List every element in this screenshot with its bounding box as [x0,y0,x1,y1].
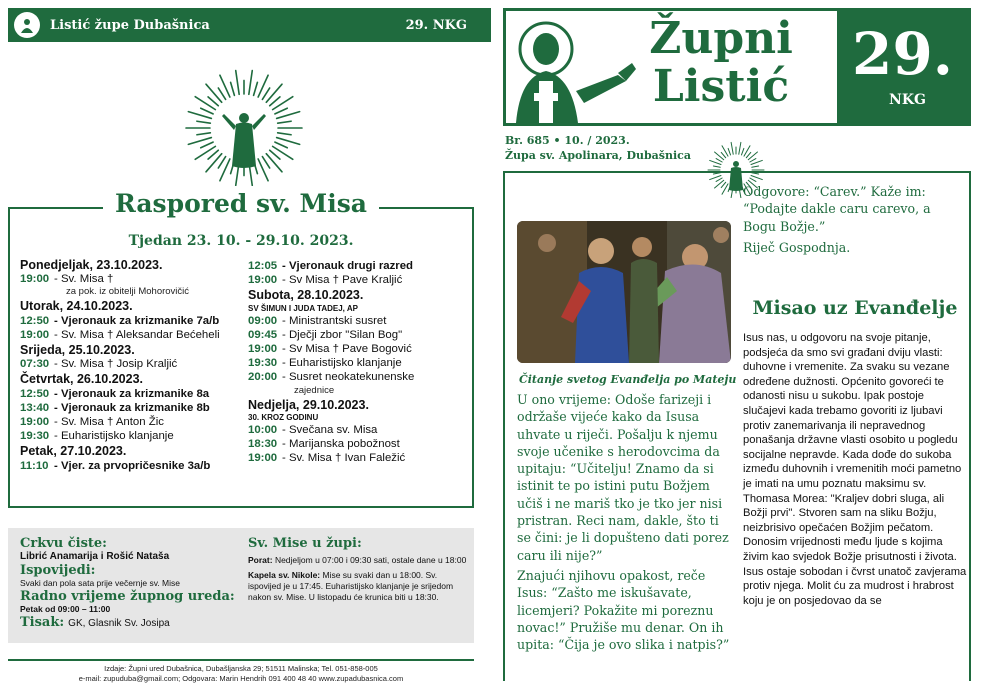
schedule-time: 19:30 [248,357,278,370]
schedule-time: 13:40 [20,401,50,414]
schedule-row [20,272,248,286]
schedule-time: 12:50 [20,387,50,400]
office-hours-heading: Radno vrijeme župnog ureda: [20,589,235,604]
schedule-time: 12:05 [248,260,278,272]
christ-and-pharisees-painting [517,221,731,363]
schedule-event: - Sv. Misa † Aleksandar Bećeheli [54,328,220,341]
left-header-title: Listić župe Dubašnica [50,17,210,33]
schedule-event: - Sv. Misa † Josip Kraljić [54,358,178,371]
schedule-day: Četvrtak, 26.10.2023. [20,372,144,387]
left-page-header [8,8,491,42]
left-header-issue: 29. NKG [405,17,467,33]
schedule-row [20,387,248,401]
schedule-time: 19:00 [248,274,278,287]
schedule-row [248,314,470,328]
gospel-ending: Riječ Gospodnja. [743,239,851,255]
schedule-event: - Sv. Misa † Ivan Faležić [282,452,406,465]
schedule-event: - Sv. Misa † [54,273,114,286]
footer-line-1: Izdaje: Župni ured Dubašnica, Dubašljanska 29; 51511 Malinska; Tel. 051-858-005 [104,664,378,673]
schedule-event: - Sv Misa † Pave Bogović [282,343,412,356]
schedule-time: 19:30 [20,430,50,443]
schedule-event: - Vjeronauk drugi razred [282,260,414,272]
issue-meta-line-2: Župa sv. Apolinara, Dubašnica [505,149,691,162]
schedule-row [248,259,470,273]
brand-line-1: Župni [649,13,793,64]
schedule-row [248,370,470,384]
mass-schedule-box [8,189,474,508]
schedule-event: - Euharistijsko klanjanje [282,357,402,370]
schedule-day: Srijeda, 25.10.2023. [20,343,135,358]
schedule-time: 18:30 [248,438,278,451]
schedule-row [248,437,470,451]
schedule-event: - Vjeronauk za krizmanike 8b [54,401,210,414]
press-heading: Tisak: [20,615,65,630]
schedule-row [20,401,248,415]
right-page-masthead [503,8,971,126]
schedule-event: - Susret neokatekunenske [282,371,415,384]
masses-heading: Sv. Mise u župi: [248,536,362,551]
reflection-text: Isus nas, u odgovoru na svoje pitanje, podsjeća da smo svi građani dviju vlasti: duhovne i vremenite. Za svaku su vezane određene dužnosti. Općenito govoreći te odanosti nisu u sukobu. Ipak postoje slučajevi kada trebamo govoriti iz ljubavi protiv zanemarivanja ili nepravednog ponašanja državne vlasti osobito u pogledu socijalne nepravde. Kada dođe do sukoba između duhovnih i vremenitih moći pametno je imati na umu poznatu maksimu sv. Thomasa Morea: "Kraljev dobri sluga, ali Božji prvi". Stvoren sam na sliku Božju, neizbrisivo opečaćen Božjim pečatom. Donosim vrijednosti među ljude s kojima živim kao svjedok Božje prisutnosti i života. Isus ostaje sobodan i čvrst unatoč zavjerama protiv njega. Molit ću za mudrost i hrabrost koju je on posjedovao da se [743,332,967,607]
schedule-event: - Vjeronauk za krizmanike 7a/b [54,314,220,327]
footer-divider [8,659,474,661]
schedule-day: Subota, 28.10.2023. [248,288,364,303]
gospel-text [517,391,735,656]
schedule-row [248,451,470,465]
office-hours-text: Petak od 09:00 – 11:00 [20,604,111,614]
schedule-event: - Sv. Misa † Anton Žic [54,416,164,429]
issue-meta-line-1: Br. 685 • 10. / 2023. [505,134,630,147]
schedule-week: Tjedan 23. 10. - 29.10. 2023. [128,233,354,249]
schedule-column-1 [20,257,248,473]
gospel-box [503,171,971,681]
schedule-event: - Dječji zbor "Silan Bog" [282,328,403,341]
issue-meta [505,133,691,163]
schedule-time: 19:00 [20,416,50,429]
left-page-footer [8,664,474,684]
parish-logo-icon [14,12,40,38]
nikola-chapel-info: Kapela sv. Nikole: Mise su svaki dan u 18:00. Sv. ispovijed je u 17:45. Euharistijsko klanjanje je srijedom nakon sv. Mise. U listopadu će krunica biti u 18:30. [248,570,454,602]
schedule-event: - Marijanska pobožnost [282,438,400,451]
schedule-row [248,328,470,342]
reflection-title: Misao uz Evanđelje [752,297,958,319]
confession-heading: Ispovijedi: [20,563,96,578]
schedule-time: 20:00 [248,371,278,384]
schedule-time: 09:00 [248,314,278,327]
schedule-time: 09:45 [248,328,278,341]
cleaning-heading: Crkvu čiste: [20,536,107,551]
schedule-time: 19:00 [248,343,278,356]
confession-text: Svaki dan pola sata prije večernje sv. Mise [20,578,181,588]
schedule-row [20,459,248,473]
brand-line-2: Listić [652,61,790,112]
schedule-event: - Svečana sv. Misa [282,423,378,436]
gospel-continuation [743,183,967,256]
schedule-time: 19:00 [20,328,50,341]
schedule-row [20,328,248,342]
schedule-row [20,357,248,371]
schedule-event: - Euharistijsko klanjanje [54,430,174,443]
parish-info-box [8,528,474,643]
schedule-time: 11:10 [20,459,49,472]
schedule-title: Raspored sv. Misa [103,189,379,218]
issue-badge [837,11,968,123]
issue-number: 29. [852,20,953,88]
schedule-row [248,273,470,287]
schedule-feast: SV ŠIMUN I JUDA TADEJ, AP [248,303,358,313]
cleaning-text: Librić Anamarija i Rošić Nataša [20,551,170,562]
schedule-row [248,423,470,437]
risen-christ-sunburst-icon [170,66,318,186]
schedule-time: 12:50 [20,314,50,327]
schedule-time: 07:30 [20,358,50,371]
schedule-day: Utorak, 24.10.2023. [20,299,133,314]
schedule-event: - Ministrantski susret [282,314,387,327]
schedule-row [20,415,248,429]
press-text: GK, Glasnik Sv. Josipa [68,618,170,629]
gospel-caption: Čitanje svetog Evanđelja po Mateju [519,373,737,386]
schedule-event: - Sv Misa † Pave Kraljić [282,274,403,287]
schedule-column-2 [248,259,470,465]
schedule-time: 19:00 [248,452,278,465]
schedule-event-detail: zajednice [294,384,335,396]
gospel-paragraph-2: Znajući njihovu opakost, reče Isus: “Zašto me iskušavate, licemjeri? Pokažite mi poreznu novac!” Pružiše mu denar. On ih upita: “Čija je ovo slika i natpis?” [517,567,730,653]
schedule-event: - Vjer. za prvopričesnike 3a/b [54,459,211,472]
gospel-paragraph-3: Odgovore: “Carev.” Kaže im: “Podajte dakle caru carevo, a Bogu Božje.” [743,184,931,234]
schedule-event-detail: za pok. iz obitelji Mohorovičić [66,286,190,298]
schedule-day: Petak, 27.10.2023. [20,444,127,459]
masthead-brand [606,15,836,111]
schedule-event: - Vjeronauk za krizmanike 8a [54,387,210,400]
schedule-feast: 30. KROZ GODINU [248,412,319,422]
schedule-time: 19:00 [20,273,50,286]
schedule-row [248,356,470,370]
schedule-day: Nedjelja, 29.10.2023. [248,397,369,412]
issue-label: NKG [889,92,926,108]
gospel-paragraph-1: U ono vrijeme: Odoše farizeji i održaše vijeće kako da Isusa uhvate u riječi. Pošalju k njemu svoje učenike s herodovcima da upitaju: “Učitelju! Znamo da si istinit te po istini putu Božjem učiš i ne mariš tko je tko jer nisi pristran. Reci nam, dakle, što ti se čini: je li dopušteno dati porez caru ili nije?” [517,392,729,563]
schedule-row [20,429,248,443]
footer-line-2: e-mail: zupuduba@gmail.com; Odgovara: Marin Hendrih 091 400 48 40 www.zupadubasnica.com [78,674,404,683]
porat-info: Porat: Nedjeljom u 07:00 i 09:30 sati, ostale dane u 18:00 [248,555,467,565]
schedule-day: Ponedjeljak, 23.10.2023. [20,258,163,272]
schedule-row [248,342,470,356]
schedule-time: 10:00 [248,423,278,436]
schedule-row [20,314,248,328]
